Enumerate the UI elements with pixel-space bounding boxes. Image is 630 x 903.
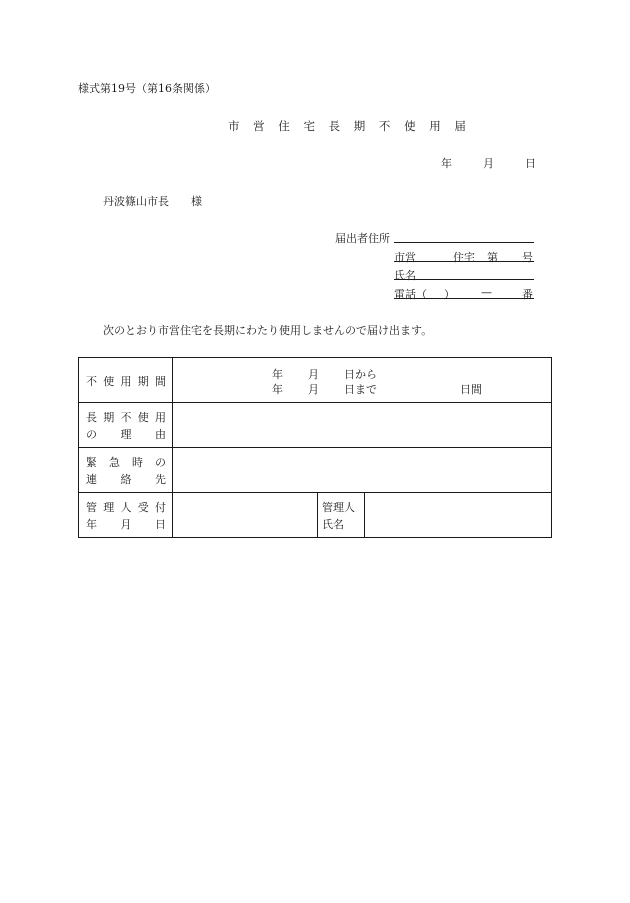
label-char: の [155, 456, 166, 469]
addressee-name: 丹波篠山市長 [103, 195, 169, 208]
to-year: 年 [272, 383, 283, 396]
receipt-date-value-cell[interactable] [173, 493, 318, 538]
housing-field[interactable] [394, 261, 534, 262]
label-char: 期 [137, 375, 149, 388]
applicant-name-field[interactable] [394, 279, 534, 280]
form-number: 様式第19号（第16条関係） [78, 82, 216, 95]
label-char: 不 [120, 411, 132, 424]
to-day: 日まで [344, 383, 377, 396]
table-row-emergency [79, 448, 552, 493]
to-month: 月 [308, 383, 319, 396]
table-row-manager [79, 493, 552, 538]
date-year: 年 [441, 157, 452, 170]
label-char: 理 [120, 428, 132, 441]
manager-label-line2: 氏名 [322, 518, 344, 531]
table-row-reason [79, 403, 552, 448]
phone-label: 電話（ [394, 288, 427, 301]
phone-dash: — [481, 286, 492, 299]
label-char: 年 [86, 518, 97, 531]
housing-suffix: 住宅 [453, 251, 475, 264]
phone-field[interactable] [394, 298, 534, 299]
from-month: 月 [308, 368, 319, 381]
submission-date [441, 155, 536, 171]
reason-value-cell[interactable] [173, 403, 552, 448]
housing-prefix: 市営 [394, 251, 416, 264]
label-char: 付 [155, 501, 166, 514]
label-char: 由 [155, 428, 166, 441]
label-char: 先 [155, 473, 166, 486]
label-char: 絡 [120, 473, 132, 486]
label-char: 管 [86, 501, 97, 514]
notification-table [78, 357, 552, 538]
from-day: 日から [344, 368, 377, 381]
label-manager-name [318, 493, 365, 538]
housing-number-prefix: 第 [487, 251, 498, 264]
days-count: 日間 [460, 383, 482, 396]
label-char: 人 [120, 501, 132, 514]
addressee [103, 193, 202, 209]
label-char: 用 [155, 411, 166, 424]
label-char: 不 [86, 375, 97, 388]
label-unused-period [79, 358, 173, 403]
table-row-period [79, 358, 552, 403]
label-manager-receipt-date [79, 493, 173, 538]
statement-text: 次のとおり市営住宅を長期にわたり使用しませんので届け出ます。 [103, 324, 433, 337]
period-value-cell[interactable] [173, 358, 552, 403]
applicant-name-label: 氏名 [394, 269, 416, 282]
label-reason [79, 403, 173, 448]
label-char: 緊 [86, 456, 97, 469]
applicant-address-label: 届出者住所 [335, 232, 390, 245]
label-char: 間 [155, 375, 166, 388]
label-emergency-contact [79, 448, 173, 493]
label-char: 連 [86, 473, 97, 486]
label-char: 日 [155, 518, 166, 531]
phone-suffix: 番 [522, 288, 533, 301]
date-day: 日 [525, 157, 536, 170]
label-char: 用 [120, 375, 132, 388]
applicant-address-field[interactable] [394, 242, 534, 243]
label-char: 時 [132, 456, 143, 469]
document-title: 市 営 住 宅 長 期 不 使 用 届 [228, 119, 471, 133]
label-char: 使 [137, 411, 149, 424]
label-char: 受 [137, 501, 149, 514]
manager-label-line1: 管理人 [322, 501, 355, 514]
label-char: 月 [120, 518, 132, 531]
addressee-honorific: 様 [191, 195, 202, 208]
label-char: 使 [103, 375, 115, 388]
manager-name-value-cell[interactable] [365, 493, 552, 538]
label-char: 急 [109, 456, 120, 469]
label-char: 長 [86, 411, 97, 424]
phone-paren-close: ） [444, 288, 455, 301]
housing-number-suffix: 号 [522, 251, 533, 264]
label-char: 期 [103, 411, 115, 424]
date-month: 月 [483, 157, 494, 170]
label-char: の [86, 428, 97, 441]
from-year: 年 [272, 368, 283, 381]
label-char: 理 [103, 501, 115, 514]
emergency-value-cell[interactable] [173, 448, 552, 493]
